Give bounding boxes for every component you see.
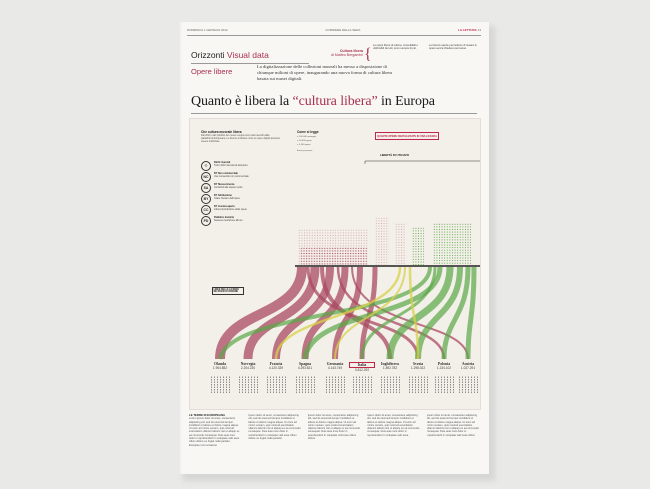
license-open: CC BY Licenza aperta Libera riproduzione delle opere	[201, 205, 260, 215]
license-by: BY BY Attribuzione Citare l'autore dell'opera	[201, 194, 260, 204]
country-inghilterra: Inghilterra 1.892.782	[381, 362, 399, 370]
headline: Quanto è libera la “cultura libera” in Europa	[191, 94, 435, 109]
country-olanda: Olanda 1.904.852	[212, 362, 228, 370]
body-column-3: Ipsum dolor sit amet, consectetur adipiscing elit, sed do eiusmod tempor incididunt ut labore et dolore magna aliqua. Ut enim ad minim veniam, quis nostrud exercitation ullamco laboris nisi ut aliquip ex ea commodo consequat. Duis aute irure dolor in reprehenderit in voluptate velit esse cillum dolore.	[307, 414, 361, 441]
dot-grid-olanda	[210, 376, 230, 394]
liberi-bracket	[365, 161, 480, 164]
dots-public-domain	[433, 223, 471, 265]
license-sa: SA BY Stessa licenza Condividi allo stesso modo	[201, 183, 260, 193]
body-text	[189, 414, 479, 472]
dot-grid-svezia	[408, 376, 428, 394]
masthead-rule	[187, 35, 481, 36]
creative-commons-icon: CC	[201, 205, 211, 215]
share-alike-icon: SA	[201, 183, 211, 193]
scale-line-3: = 1.000 opere	[297, 144, 311, 146]
masthead-center: CORRIERE DELLA SERA	[325, 28, 361, 32]
dot-grid-polonia	[434, 376, 454, 394]
scale-line-1: = 100.000 immagini	[297, 136, 317, 138]
country-norvegia: Norvegia 2.204.230	[240, 362, 256, 370]
scale-line-2: = 10.000 opere	[297, 140, 312, 142]
dot-grid-germania	[325, 376, 345, 394]
body-column-2: Ipsum dolor sit amet, consectetur adipiscing elit, sed do eiusmod tempor incididunt ut labore et dolore magna aliqua. Ut enim ad minim veniam, quis nostrud exercitation ullamco laboris nisi ut aliquip ex ea commodo consequat. Duis aute irure dolor in reprehenderit in voluptate velit esse cillum dolore eu fugiat nulla pariatur.	[248, 414, 301, 441]
country-polonia: Polonia 1.234.102	[436, 362, 452, 370]
dot-grid-francia	[266, 376, 286, 394]
body-column-4: Ipsum dolor sit amet, consectetur adipiscing elit, sed do eiusmod tempor incididunt ut labore et dolore magna aliqua. Ut enim ad minim veniam, quis nostrud exercitation ullamco laboris nisi ut aliquip ex ea commodo consequat. Duis aute irure dolor in reprehenderit in voluptate velit esse.	[367, 414, 420, 437]
country-austria: Austria 1.027.291	[460, 362, 476, 370]
note-box: LINEE DELLE LICENZE NEI PAESI DI ORIGINE	[212, 287, 244, 295]
country-spagna: Spagna 4.293.821	[297, 362, 313, 370]
public-domain-icon: PD	[201, 216, 211, 226]
liberi-label: LIBERTÀ DI UTILIZZO	[380, 153, 410, 157]
dots-nc	[375, 217, 389, 265]
license-count-label: QUANTE OPERE DIGITALIZZATE IN UNA LICENZA	[375, 132, 439, 140]
masthead-brand: LA LETTURA 13	[458, 28, 481, 32]
scale-title: Come si legge	[297, 130, 319, 134]
dot-grid-italia	[352, 376, 372, 394]
dots-reserved-dark	[300, 247, 368, 265]
legend-title: Che cultura museale libera	[201, 130, 242, 134]
kicker: Opere libere	[191, 67, 233, 76]
infographic	[189, 118, 481, 410]
license-nc: NC BY Non commerciale Uso consentito non commerciale	[201, 172, 260, 182]
masthead	[187, 27, 481, 33]
attribution-icon: BY	[201, 194, 211, 204]
license-reserved: © Diritti riservati Tutti i diritti riservati al detentore	[201, 161, 260, 171]
side-column-2: Le licenze aperte permettono di riusare le opere senza chiedere permesso.	[429, 44, 477, 51]
country-germania: Germania 4.143.749	[326, 362, 344, 370]
dot-grid-spagna	[295, 376, 315, 394]
scale-line-4: flussi per paese	[297, 150, 313, 152]
copyright-icon: ©	[201, 161, 211, 171]
body-column-1: LE TERRE DI EUROPEANA Lorem ipsum dolor sit amet, consectetur adipiscing elit, sed do eiusmod tempor incididunt ut labore et dolore magna aliqua. Ut enim ad minim veniam, quis nostrud exercitation ullamco laboris nisi ut aliquip ex ea commodo consequat. Duis aute irure dolor in reprehenderit in voluptate velit esse cillum dolore eu fugiat nulla pariatur. Excepteur sint occaecat.	[189, 414, 240, 447]
dots-by	[412, 227, 424, 265]
dots-sa	[395, 223, 405, 265]
dot-grid-inghilterra	[380, 376, 400, 394]
body-column-5: Ipsum dolor sit amet, consectetur adipiscing elit, sed do eiusmod tempor incididunt ut labore et dolore magna aliqua. Ut enim ad minim veniam, quis nostrud exercitation ullamco laboris nisi ut aliquip ex ea commodo consequat. Duis aute irure dolor in reprehenderit in voluptate velit esse cillum.	[426, 414, 479, 437]
country-italia: Italia 3.812.292	[349, 362, 375, 372]
dot-grid-austria	[458, 376, 478, 394]
deck-text: La digitalizzazione delle collezioni museali ha messo a disposizione di chiunque milioni di opere, inaugurando una nuova forma di cultura libera basata sui musei digitali.	[257, 64, 393, 81]
brace-icon: {	[364, 46, 372, 63]
masthead-date: DOMENICA 1 GENNAIO 2012	[187, 28, 228, 32]
country-svezia: Svezia 1.298.022	[410, 362, 426, 370]
non-commercial-icon: NC	[201, 172, 211, 182]
headline-rule	[191, 113, 477, 114]
section-title: Orizzonti Visual data	[191, 50, 269, 60]
license-public-domain: PD Pubblico dominio Nessuna restrizione all'uso	[201, 216, 260, 226]
dot-grid-norvegia	[238, 376, 258, 394]
page-fold	[179, 22, 182, 474]
country-francia: Francia 4.120.339	[268, 362, 284, 370]
side-label: Cultura libera di Matteo Bergamini	[331, 49, 363, 57]
legend-intro: Dal 2010 i dati pubblici dei musei europei sono stati raccolti dalla piattaforma Europeana. Le licenze indicano come le opere digitali possono essere riutilizzate.	[201, 134, 280, 143]
newspaper-page	[179, 22, 489, 474]
side-column-1: Le opere libere di cultura, consultabili e utilizzabili da tutti, sono sempre di più.	[373, 44, 418, 51]
